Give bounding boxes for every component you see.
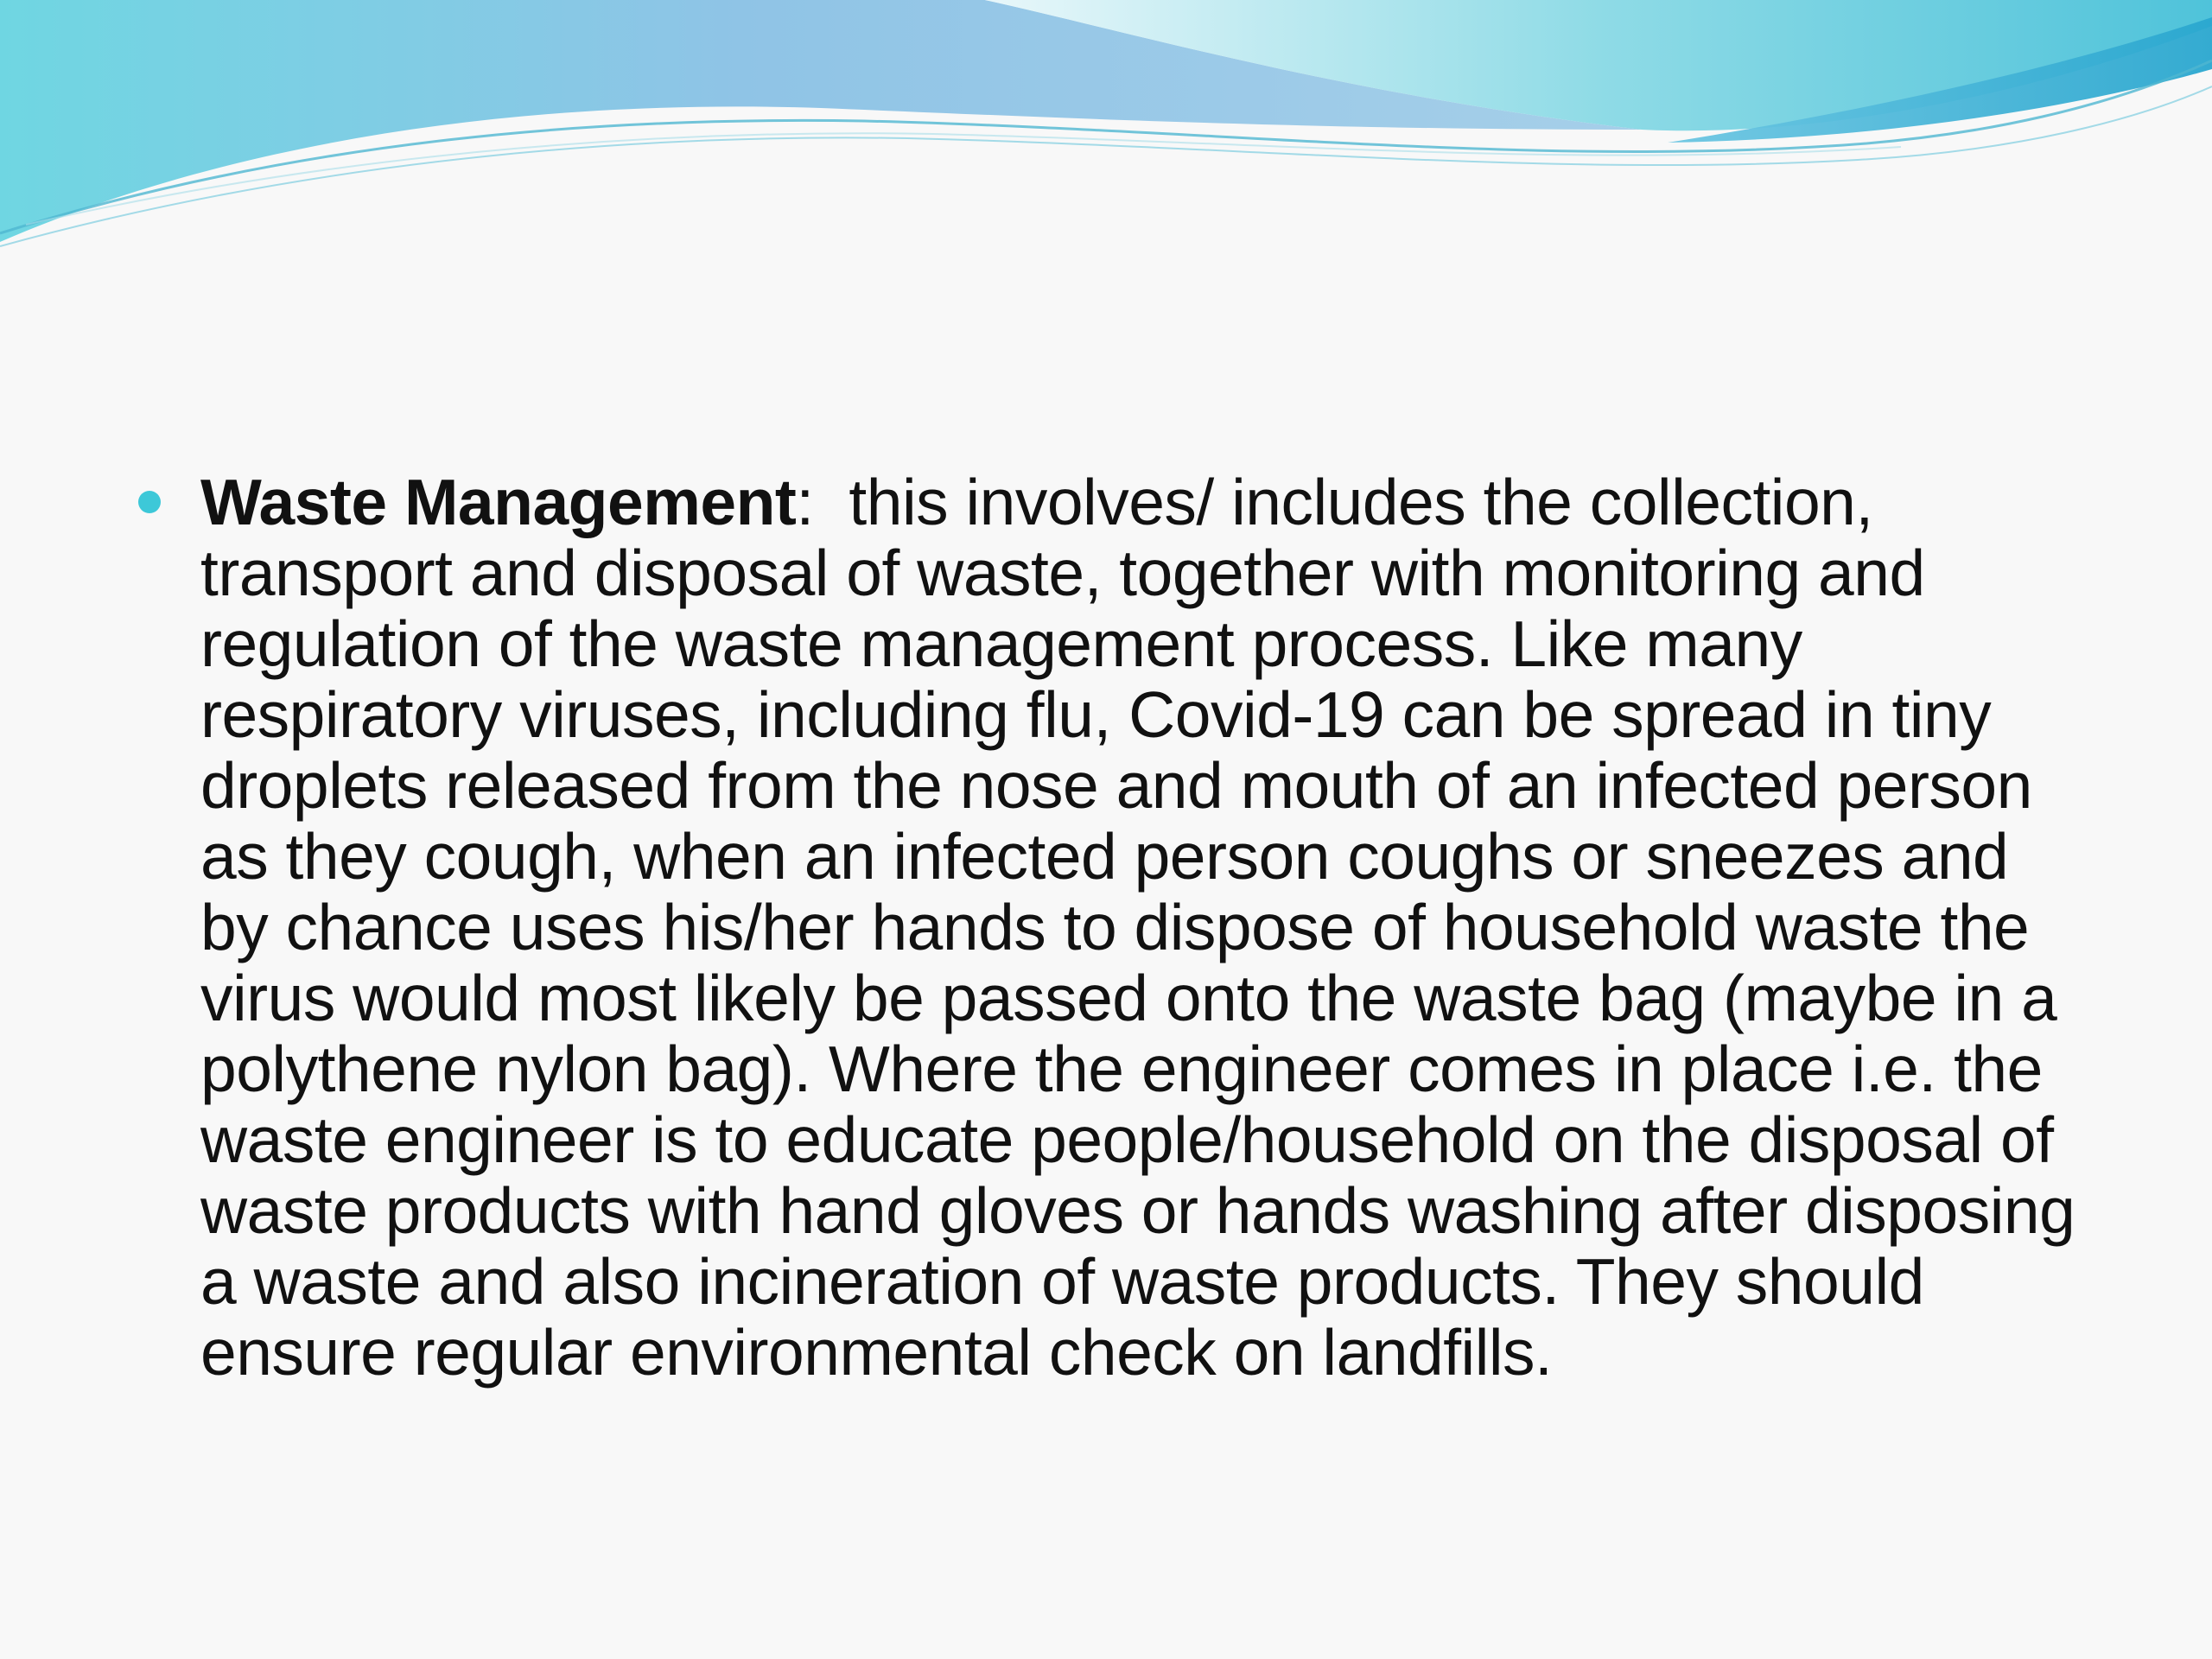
bullet-dot-icon [138,491,161,513]
lead-term: Waste Management [200,466,797,538]
bullet-paragraph [130,466,2093,1389]
wave-header-decoration [0,0,2212,259]
lead-colon: : [796,466,814,538]
content-area [130,466,2093,1389]
bullet-body-text: this involves/ includes the collection, transport and disposal of waste, together with monitoring and regulation of the waste management process. Like many respiratory viruses, including flu, Covid-19 can be spread in tiny droplets released from the nose and mouth of an infected person as they cough, when an infected person coughs or sneezes and by chance uses his/her hands to dispose of household waste the virus would most likely be passed onto the waste bag (maybe in a polythene nylon bag). Where the engineer comes in place i.e. the waste engineer is to educate people/household on the disposal of waste products with hand gloves or hands washing after disposing a waste and also incineration of waste products. They should ensure regular environmental check on landfills. [200,466,2093,1389]
